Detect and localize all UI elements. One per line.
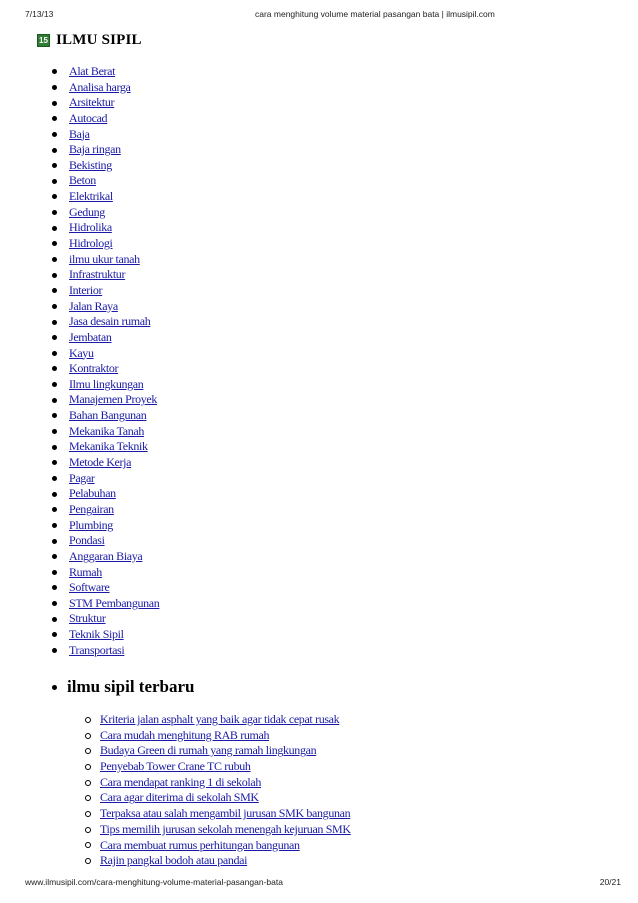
- category-link[interactable]: Jalan Raya: [69, 298, 118, 313]
- bullet-icon: [52, 570, 57, 575]
- recent-post-link[interactable]: Kriteria jalan asphalt yang baik agar tidak cepat rusak: [100, 712, 340, 726]
- category-item: [52, 299, 159, 315]
- bullet-icon: [52, 85, 57, 90]
- recent-posts-list: [85, 712, 351, 869]
- category-item: [52, 471, 159, 487]
- category-item: [52, 64, 159, 80]
- bullet-icon: [52, 507, 57, 512]
- category-link[interactable]: Plumbing: [69, 517, 113, 532]
- category-link[interactable]: Software: [69, 580, 110, 595]
- bullet-icon: [52, 523, 57, 528]
- calendar-badge-icon: 15: [37, 34, 50, 47]
- recent-post-item: [85, 790, 351, 806]
- recent-post-item: [85, 759, 351, 775]
- recent-post-link[interactable]: Penyebab Tower Crane TC rubuh: [100, 759, 251, 774]
- bullet-icon: [52, 148, 57, 153]
- category-link[interactable]: Anggaran Biaya: [69, 548, 143, 563]
- category-item: [52, 330, 159, 346]
- bullet-icon: [52, 460, 57, 465]
- category-link[interactable]: Kontraktor: [69, 361, 119, 376]
- site-heading-text: ILMU SIPIL: [56, 31, 142, 48]
- category-link[interactable]: Ilmu lingkungan: [69, 376, 144, 391]
- category-item: [52, 392, 159, 408]
- category-item: [52, 283, 159, 299]
- recent-post-item: [85, 853, 351, 869]
- bullet-icon: [52, 632, 57, 637]
- category-item: [52, 158, 159, 174]
- recent-post-link[interactable]: Cara mudah menghitung RAB rumah: [100, 727, 270, 742]
- category-item: [52, 643, 159, 659]
- category-item: [52, 565, 159, 581]
- category-item: [52, 173, 159, 189]
- category-link[interactable]: Pondasi: [69, 533, 105, 548]
- category-item: [52, 220, 159, 236]
- recent-post-link[interactable]: Budaya Green di rumah yang ramah lingkungan: [100, 743, 317, 758]
- category-link[interactable]: Alat Berat: [69, 64, 116, 78]
- category-item: [52, 252, 159, 268]
- circle-bullet-icon: [85, 811, 91, 817]
- category-link[interactable]: Jembatan: [69, 329, 112, 344]
- category-item: [52, 205, 159, 221]
- category-item: [52, 111, 159, 127]
- category-link[interactable]: Gedung: [69, 204, 105, 219]
- category-item: [52, 486, 159, 502]
- bullet-icon: [52, 382, 57, 387]
- bullet-icon: [52, 335, 57, 340]
- bullet-icon: [52, 226, 57, 231]
- bullet-icon: [52, 445, 57, 450]
- circle-bullet-icon: [85, 764, 91, 770]
- category-link[interactable]: Mekanika Tanah: [69, 423, 145, 438]
- recent-post-link[interactable]: Terpaksa atau salah mengambil jurusan SMK bangunan: [100, 806, 351, 821]
- category-item: [52, 502, 159, 518]
- bullet-icon: [52, 366, 57, 371]
- recent-post-item: [85, 838, 351, 854]
- recent-post-link[interactable]: Cara membuat rumus perhitungan bangunan: [100, 837, 300, 852]
- category-link[interactable]: ilmu ukur tanah: [69, 251, 140, 266]
- category-item: [52, 267, 159, 283]
- category-link[interactable]: Transportasi: [69, 642, 125, 657]
- circle-bullet-icon: [85, 842, 91, 848]
- recent-post-item: [85, 743, 351, 759]
- category-link[interactable]: Metode Kerja: [69, 455, 132, 470]
- category-item: [52, 80, 159, 96]
- category-link[interactable]: STM Pembangunan: [69, 595, 160, 610]
- recent-post-link[interactable]: Cara mendapat ranking 1 di sekolah: [100, 774, 262, 789]
- circle-bullet-icon: [85, 858, 91, 864]
- recent-post-link[interactable]: Cara agar diterima di sekolah SMK: [100, 790, 259, 805]
- bullet-icon: [52, 429, 57, 434]
- circle-bullet-icon: [85, 717, 91, 723]
- category-link[interactable]: Infrastruktur: [69, 267, 126, 282]
- category-item: [52, 142, 159, 158]
- category-link[interactable]: Pengairan: [69, 501, 114, 516]
- bullet-icon: [52, 648, 57, 653]
- category-link[interactable]: Beton: [69, 173, 96, 188]
- category-link[interactable]: Baja ringan: [69, 142, 121, 157]
- bullet-icon: [52, 241, 57, 246]
- category-item: [52, 408, 159, 424]
- site-heading: [37, 31, 142, 49]
- recent-post-link[interactable]: Rajin pangkal bodoh atau pandai: [100, 853, 248, 868]
- category-link[interactable]: Kayu: [69, 345, 94, 360]
- category-link[interactable]: Hidrolika: [69, 220, 112, 235]
- category-link[interactable]: Interior: [69, 282, 103, 297]
- category-link[interactable]: Pelabuhan: [69, 486, 116, 501]
- page-number: 20/21: [599, 877, 621, 887]
- bullet-icon: [52, 273, 57, 278]
- category-link[interactable]: Rumah: [69, 564, 102, 579]
- bullet-icon: [52, 601, 57, 606]
- recent-post-item: [85, 806, 351, 822]
- circle-bullet-icon: [85, 780, 91, 786]
- bullet-icon: [52, 210, 57, 215]
- recent-post-link[interactable]: Tips memilih jurusan sekolah menengah kejuruan SMK: [100, 821, 351, 836]
- bullet-icon: [52, 617, 57, 622]
- recent-post-item: [85, 775, 351, 791]
- category-item: [52, 518, 159, 534]
- category-link[interactable]: Bahan Bangunan: [69, 408, 147, 423]
- bullet-icon: [52, 413, 57, 418]
- bullet-icon: [52, 194, 57, 199]
- recent-post-item: [85, 822, 351, 838]
- bullet-icon: [52, 476, 57, 481]
- category-item: [52, 549, 159, 565]
- category-link[interactable]: Jasa desain rumah: [69, 314, 151, 329]
- print-url: www.ilmusipil.com/cara-menghitung-volume-material-pasangan-bata: [25, 877, 283, 887]
- category-link[interactable]: Teknik Sipil: [69, 627, 124, 642]
- print-date: 7/13/13: [25, 9, 54, 19]
- circle-bullet-icon: [85, 748, 91, 754]
- recent-post-item: [85, 712, 351, 728]
- category-item: [52, 346, 159, 362]
- bullet-icon: [52, 304, 57, 309]
- category-item: [52, 314, 159, 330]
- bullet-icon: [52, 492, 57, 497]
- category-link[interactable]: Analisa harga: [69, 79, 131, 94]
- category-item: [52, 127, 159, 143]
- category-link[interactable]: Mekanika Teknik: [69, 439, 148, 454]
- bullet-icon: [52, 179, 57, 184]
- category-item: [52, 95, 159, 111]
- category-item: [52, 377, 159, 393]
- bullet-icon: [52, 351, 57, 356]
- category-item: [52, 236, 159, 252]
- category-item: [52, 424, 159, 440]
- category-item: [52, 533, 159, 549]
- circle-bullet-icon: [85, 733, 91, 739]
- bullet-icon: [52, 398, 57, 403]
- category-link[interactable]: Baja: [69, 126, 90, 141]
- category-link[interactable]: Arsitektur: [69, 95, 115, 110]
- category-link[interactable]: Hidrologi: [69, 236, 113, 251]
- bullet-icon: [52, 132, 57, 137]
- bullet-icon: [52, 163, 57, 168]
- bullet-icon: [52, 69, 57, 74]
- category-list: [52, 64, 159, 658]
- category-item: [52, 611, 159, 627]
- category-item: [52, 361, 159, 377]
- recent-post-item: [85, 728, 351, 744]
- bullet-icon: [52, 685, 57, 690]
- bullet-icon: [52, 257, 57, 262]
- category-item: [52, 189, 159, 205]
- bullet-icon: [52, 585, 57, 590]
- bullet-icon: [52, 539, 57, 544]
- circle-bullet-icon: [85, 827, 91, 833]
- category-link[interactable]: Elektrikal: [69, 189, 113, 204]
- category-link[interactable]: Pagar: [69, 470, 95, 485]
- category-link[interactable]: Struktur: [69, 611, 106, 626]
- category-item: [52, 439, 159, 455]
- bullet-icon: [52, 116, 57, 121]
- bullet-icon: [52, 288, 57, 293]
- category-item: [52, 627, 159, 643]
- bullet-icon: [52, 320, 57, 325]
- circle-bullet-icon: [85, 795, 91, 801]
- bullet-icon: [52, 554, 57, 559]
- category-link[interactable]: Manajemen Proyek: [69, 392, 158, 407]
- category-item: [52, 596, 159, 612]
- category-link[interactable]: Bekisting: [69, 157, 112, 172]
- category-item: [52, 455, 159, 471]
- category-item: [52, 580, 159, 596]
- print-footer: [25, 877, 621, 889]
- print-header: [25, 9, 621, 21]
- print-page-title: cara menghitung volume material pasangan bata | ilmusipil.com: [255, 9, 495, 19]
- bullet-icon: [52, 101, 57, 106]
- recent-posts-title: ilmu sipil terbaru: [67, 677, 195, 696]
- recent-posts-heading: [52, 677, 195, 697]
- category-link[interactable]: Autocad: [69, 110, 108, 125]
